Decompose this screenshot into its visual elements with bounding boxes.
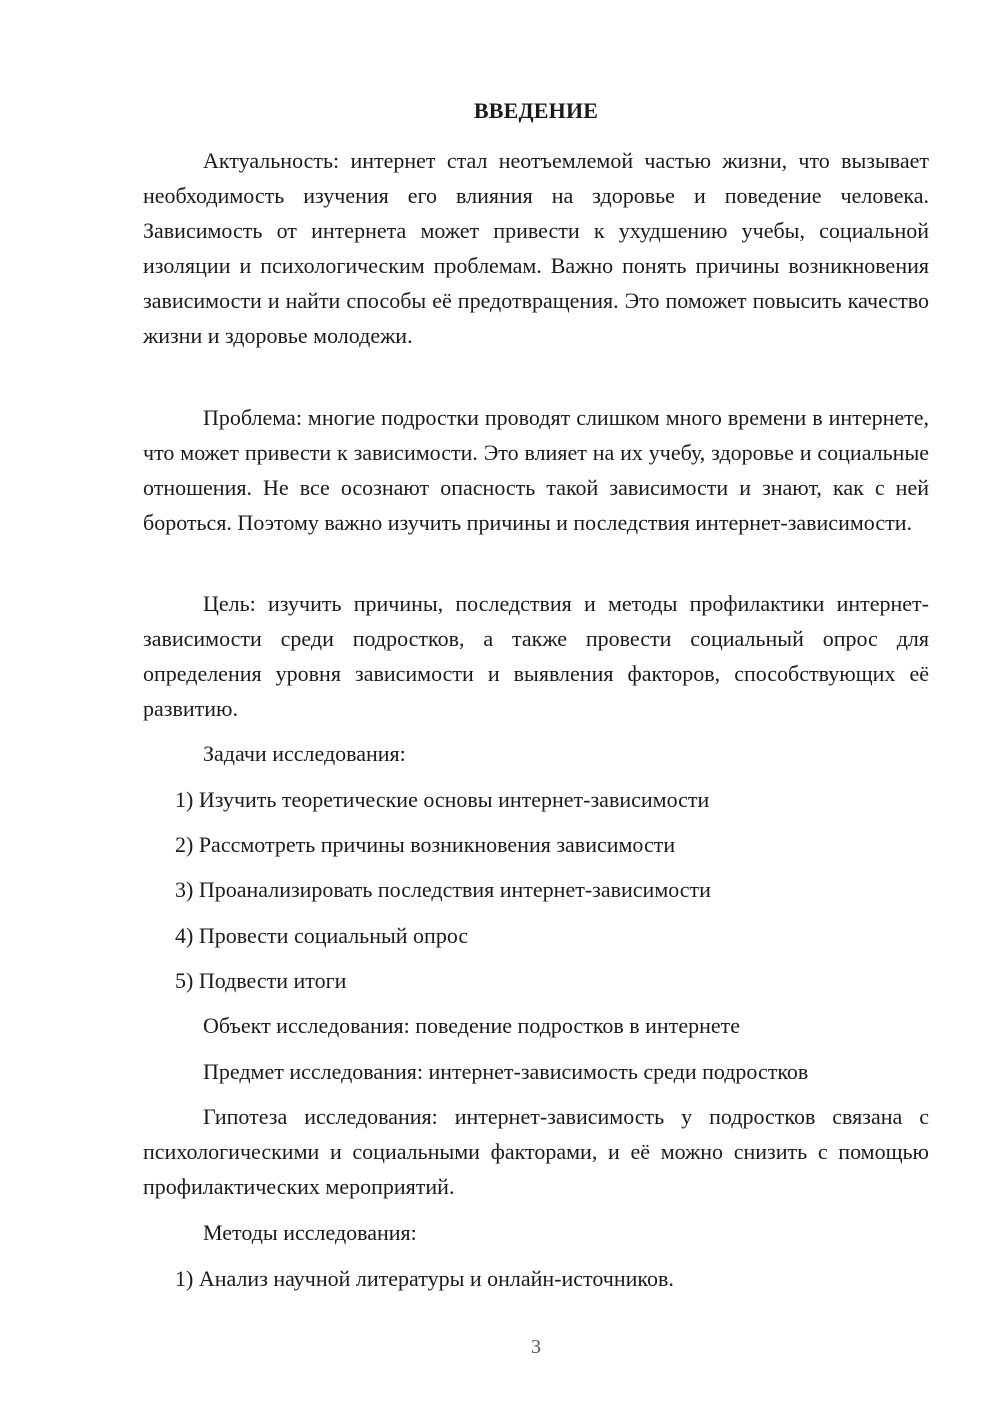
research-subject: Предмет исследования: интернет-зависимость среди подростков <box>203 1059 809 1084</box>
task-item: 5) Подвести итоги <box>175 968 347 993</box>
problem-paragraph: Проблема: многие подростки проводят слишком много времени в интернете, что может привести к зависимости. Это влияет на их учебу, здоровье и социальные отношения. Не все осознают опасность такой зависимости и знают, как с ней бороться. Поэтому важно изучить причины и последствия интернет-зависимости. <box>143 405 929 535</box>
page-number: 3 <box>531 1336 541 1358</box>
section-heading: ВВЕДЕНИЕ <box>473 98 599 123</box>
hypothesis-paragraph: Гипотеза исследования: интернет-зависимость у подростков связана с психологическими и социальными факторами, и её можно снизить с помощью профилактических мероприятий. <box>143 1104 929 1199</box>
task-item: 2) Рассмотреть причины возникновения зависимости <box>175 832 676 857</box>
task-item: 1) Изучить теоретические основы интернет-зависимости <box>175 787 710 812</box>
methods-heading: Методы исследования: <box>203 1220 417 1245</box>
method-item: 1) Анализ научной литературы и онлайн-источников. <box>175 1266 674 1291</box>
tasks-heading: Задачи исследования: <box>203 741 406 766</box>
task-item: 3) Проанализировать последствия интернет-зависимости <box>175 877 711 902</box>
research-object: Объект исследования: поведение подростков в интернете <box>203 1013 741 1038</box>
task-item: 4) Провести социальный опрос <box>175 923 469 948</box>
goal-paragraph: Цель: изучить причины, последствия и методы профилактики интернет-зависимости среди подростков, а также провести социальный опрос для определения уровня зависимости и выявления факторов, способствующих её развитию. <box>143 591 929 721</box>
relevance-paragraph: Актуальность: интернет стал неотъемлемой частью жизни, что вызывает необходимость изучения его влияния на здоровье и поведение человека. Зависимость от интернета может привести к ухудшению учебы, социальной изоляции и психологическим проблемам. Важно понять причины возникновения зависимости и найти способы её предотвращения. Это поможет повысить качество жизни и здоровье молодежи. <box>143 148 929 348</box>
